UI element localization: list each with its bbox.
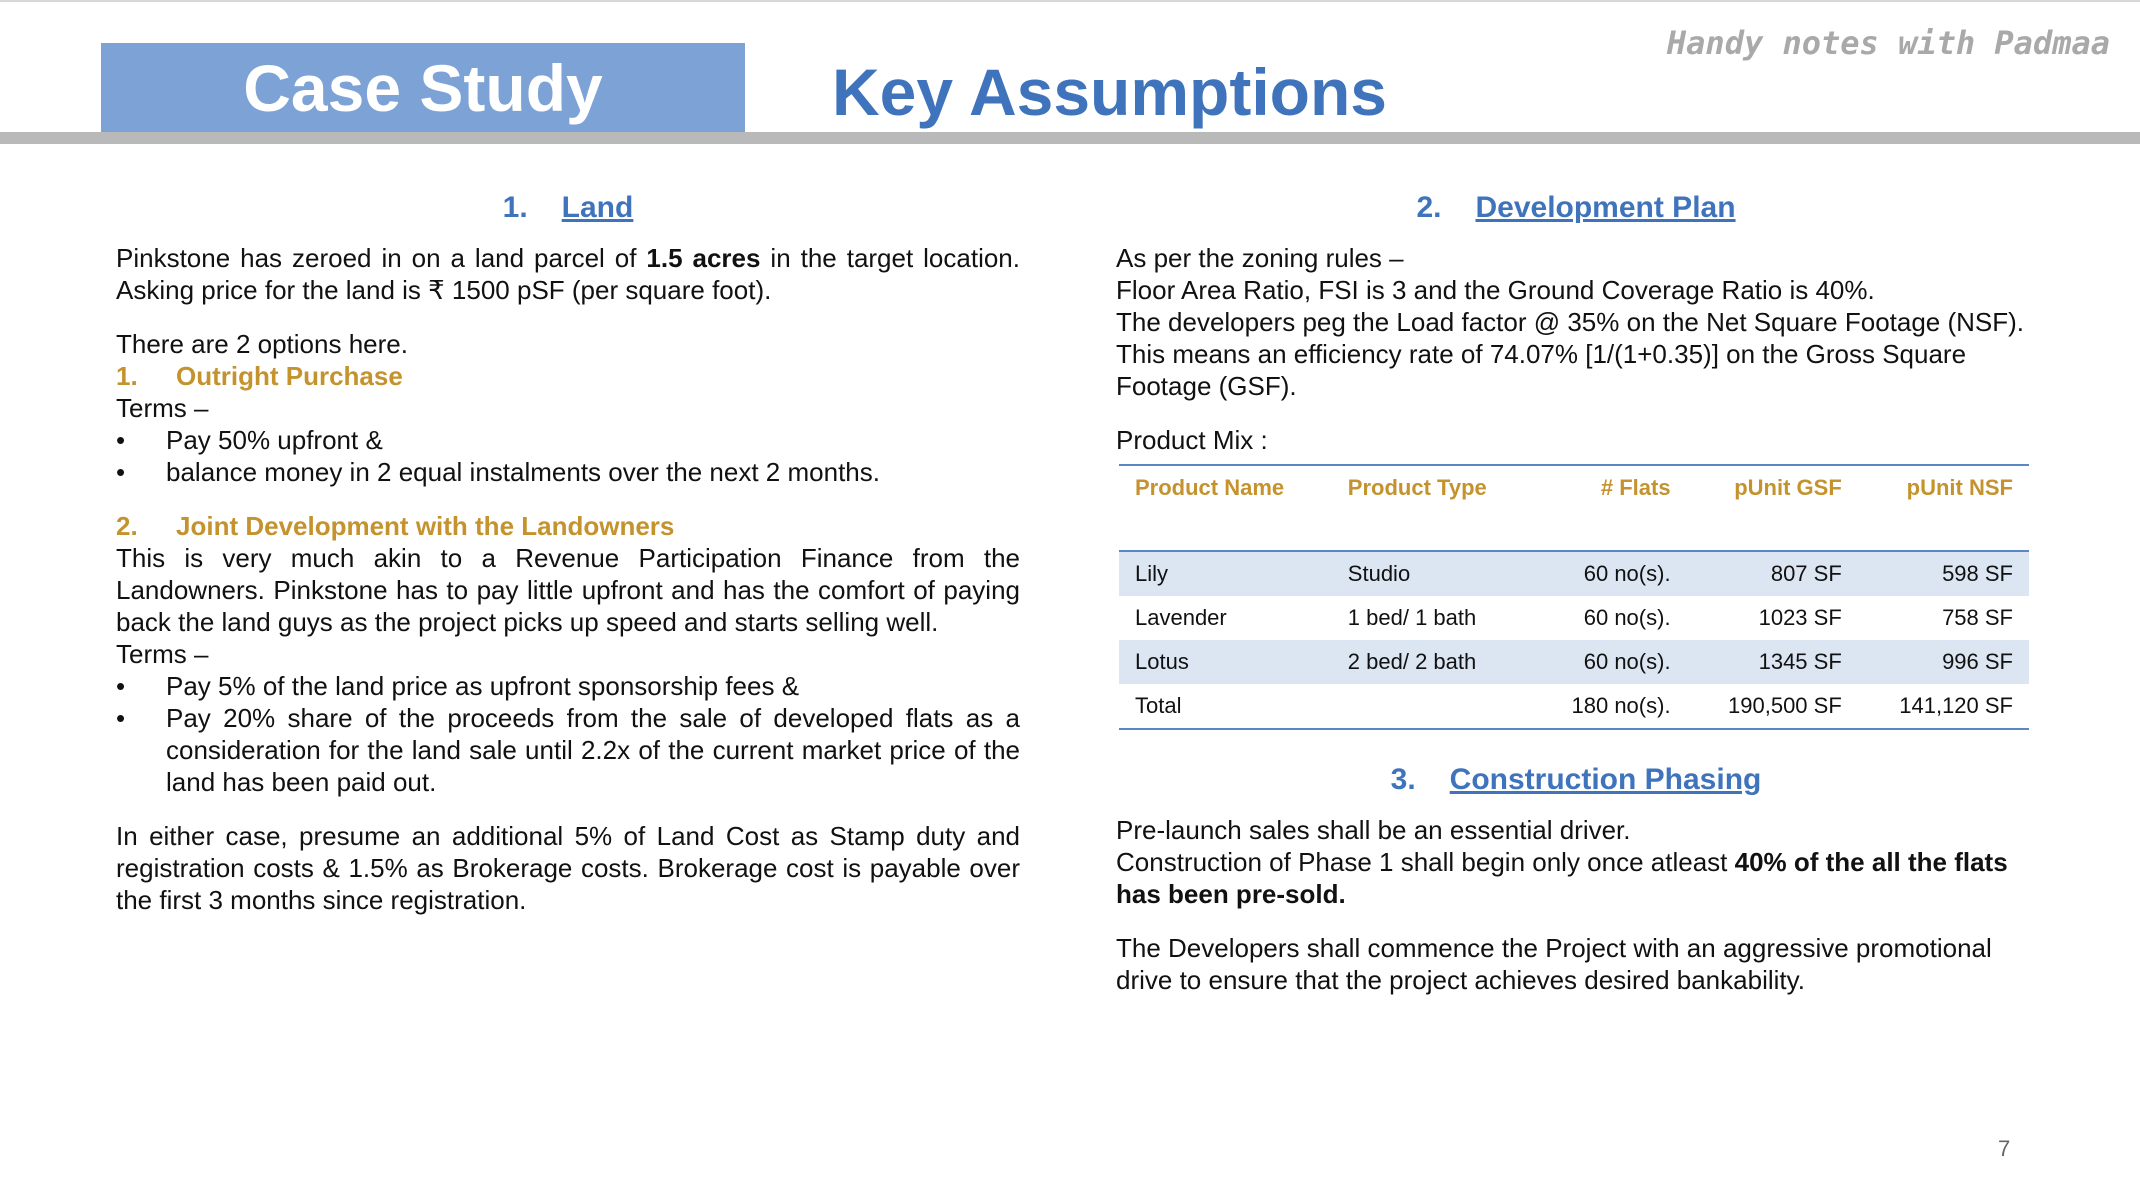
case-study-badge: Case Study [101,43,745,132]
watermark: Handy notes with Padmaa [1666,24,2110,62]
table-cell: Studio [1332,551,1533,596]
table-total-row [1119,684,2029,729]
top-border [0,0,2140,2]
table-cell: 1 bed/ 1 bath [1347,605,1477,630]
promotional-line: The Developers shall commence the Project with an aggressive promotional drive to ensure that the project achieves desired bankability. [1116,933,1992,995]
table-row [1119,551,2029,596]
option1-title: Outright Purchase [176,361,403,391]
land-intro-text-a: Pinkstone has zeroed in on a land parcel of [116,243,647,273]
table-cell: 2 bed/ 2 bath [1332,640,1533,684]
col-header: # Flats [1533,465,1687,551]
list-item: • Pay 5% of the land price as upfront sponsorship fees & [116,670,1020,702]
col-header: Product Type [1332,465,1533,551]
list-item: • Pay 50% upfront & [116,424,1020,456]
table-cell: Lily [1119,551,1332,596]
table-cell: 598 SF [1858,551,2029,596]
construction-heading-number: 3. [1390,763,1416,796]
load-factor-line: The developers peg the Load factor @ 35% on the Net Square Footage (NSF). [1116,307,2025,337]
option1-terms-label: Terms – [116,393,209,423]
phase1-text: Construction of Phase 1 shall begin only once atleast [1116,847,1735,877]
table-cell: 60 no(s). [1583,605,1671,630]
fsi-line: Floor Area Ratio, FSI is 3 and the Ground Coverage Ratio is 40%. [1116,275,1875,305]
bullet-text: Pay 20% share of the proceeds from the sale of developed flats as a consideration for the land sale until 2.2x of the current market price of the land has been paid out. [166,703,1020,797]
page-number: 7 [1998,1136,2011,1161]
table-header-row [1119,465,2029,551]
col-header: Product Name [1119,465,1332,551]
table-cell: 996 SF [1858,640,2029,684]
table-cell [1332,684,1533,729]
option2-terms-label: Terms – [116,639,209,669]
table-row [1119,640,2029,684]
header-divider [0,132,2140,144]
construction-heading [1116,764,2036,796]
table-cell: 60 no(s). [1533,640,1687,684]
table-cell: 190,500 SF [1687,684,1858,729]
option2-heading [116,510,1020,542]
land-intro-bold: 1.5 acres [646,243,761,273]
table-row [1119,596,2029,640]
phase1-line [1116,846,2036,910]
land-section [116,192,1020,916]
table-cell: 1345 SF [1687,640,1858,684]
efficiency-line: This means an efficiency rate of 74.07% [1/(1+0.35)] on the Gross Square Footage (GSF). [1116,339,1967,401]
col-header: pUnit GSF [1687,465,1858,551]
option2-description: This is very much akin to a Revenue Participation Finance from the Landowners. Pinkstone has to pay little upfront and has the comfort of paying back the land guys as the project picks up speed and starts selling well. [116,543,1020,637]
land-intro [116,242,1020,306]
option1-number: 1. [116,361,138,391]
dev-heading-number: 2. [1416,191,1442,224]
land-heading-label[interactable]: Land [561,191,634,224]
land-intro-text-b: in the target location. Asking price for the land is ₹ 1500 pSF (per square foot). [116,243,1020,305]
bullet-text: Pay 50% upfront & [166,425,383,455]
list-item: • balance money in 2 equal instalments over the next 2 months. [116,456,1020,488]
table-cell: 758 SF [1942,605,2013,630]
land-heading-number: 1. [502,191,528,224]
table-cell: Lotus [1119,640,1332,684]
table-cell: Total [1119,684,1332,729]
list-item: • Pay 20% share of the proceeds from the sale of developed flats as a consideration for the land sale until 2.2x of the current market price of the land has been paid out. [116,703,1020,797]
table-cell: Lavender [1135,605,1227,630]
options-intro: There are 2 options here. [116,329,408,359]
construction-heading-label[interactable]: Construction Phasing [1449,763,1762,796]
bullet-text: Pay 5% of the land price as upfront sponsorship fees & [166,671,800,701]
phase1-bold: 40% of the all the flats has been pre-sold. [1116,847,2008,909]
prelaunch-line: Pre-launch sales shall be an essential driver. [1116,815,1631,845]
product-mix-table [1119,464,2029,730]
table-cell: 807 SF [1687,551,1858,596]
bullet-text: balance money in 2 equal instalments over the next 2 months. [166,457,880,487]
col-header: pUnit NSF [1858,465,2029,551]
land-closing-note: In either case, presume an additional 5% of Land Cost as Stamp duty and registration costs & 1.5% as Brokerage costs. Brokerage cost is payable over the first 3 months since registration. [116,821,1020,915]
zoning-line: As per the zoning rules – [1116,243,1404,273]
product-mix-label: Product Mix : [1116,425,1268,455]
development-section [1116,192,2036,996]
dev-heading [1116,192,2036,224]
land-heading [116,192,1020,224]
page-title: Key Assumptions [832,55,1388,129]
dev-heading-label[interactable]: Development Plan [1475,191,1736,224]
option1-heading [116,360,1020,392]
option2-number: 2. [116,511,138,541]
table-cell: 1023 SF [1758,605,1842,630]
table-cell: 141,120 SF [1858,684,2029,729]
option2-title: Joint Development with the Landowners [176,511,675,541]
table-cell: 180 no(s). [1533,684,1687,729]
table-cell: 60 no(s). [1533,551,1687,596]
